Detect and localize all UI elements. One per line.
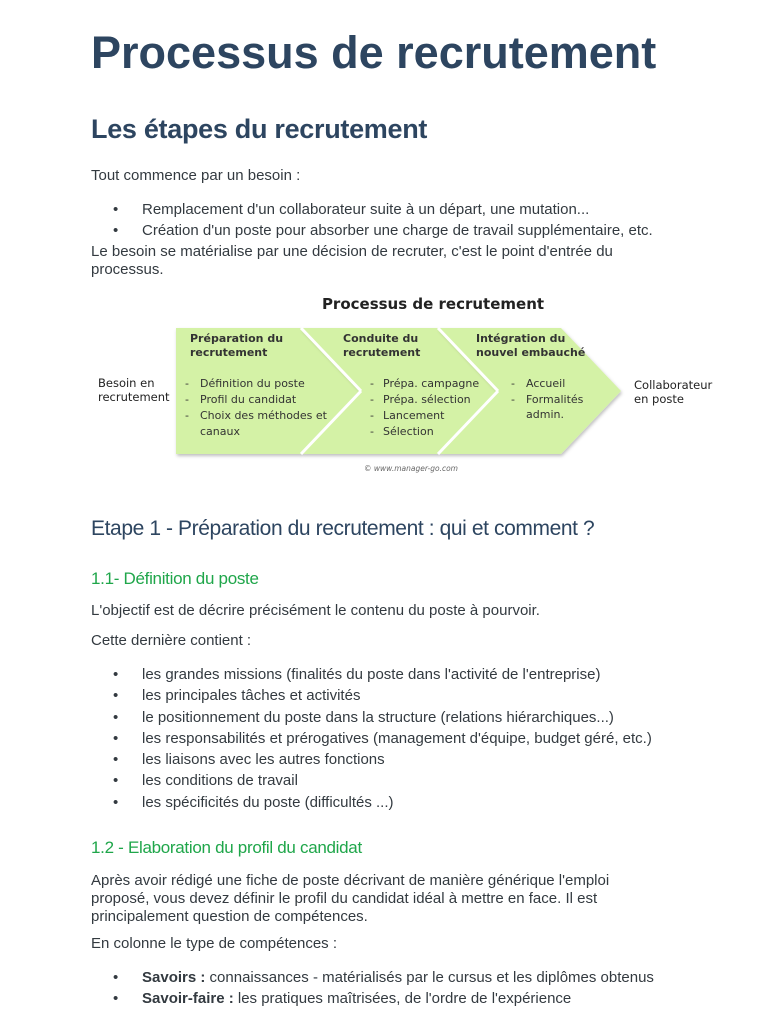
list-item: • les principales tâches et activités (91, 685, 691, 706)
section-1-1-heading: 1.1- Définition du poste (91, 569, 259, 588)
term-label: Savoir-faire : (142, 990, 234, 1008)
stage-1-item: Choix des méthodes et (200, 409, 327, 422)
stage-1-item: canaux (200, 425, 240, 438)
etape-1-heading: Etape 1 - Préparation du recrutement : qui et comment ? (91, 517, 595, 540)
stage-2-item: Prépa. campagne (383, 377, 480, 390)
diagram-title: Processus de recrutement (321, 295, 545, 313)
s11-paragraph-2: Cette dernière contient : (91, 632, 252, 649)
s11-paragraph-1: L'objectif est de décrire précisément le contenu du poste à pourvoir. (91, 602, 540, 619)
stage-2-item: Lancement (383, 409, 445, 422)
poste-contents-list (91, 664, 691, 813)
list-item: • les grandes missions (finalités du poste dans l'activité de l'entreprise) (91, 664, 691, 685)
svg-text:-: - (370, 409, 374, 422)
stage-3-item: admin. (526, 408, 564, 421)
list-item: • les responsabilités et prérogatives (management d'équipe, budget géré, etc.) (91, 728, 691, 749)
stage-1-item: Définition du poste (200, 377, 305, 390)
svg-text:-: - (370, 425, 374, 438)
term-description: les pratiques maîtrisées, de l'ordre de l'expérience (233, 990, 572, 1008)
stage-1-item: Profil du candidat (200, 393, 297, 406)
list-item: • les liaisons avec les autres fonctions (91, 749, 691, 770)
svg-text:-: - (511, 393, 515, 406)
section-heading-etapes: Les étapes du recrutement (91, 114, 428, 144)
need-paragraph: Le besoin se matérialise par une décision de recruter, c'est le point d'entrée du processus. (91, 243, 613, 278)
s12-paragraph-1: Après avoir rédigé une fiche de poste décrivant de manière générique l'emploi proposé, vous devez définir le profil du candidat idéal à mettre en face. Il est principalement question de compétences. (91, 872, 610, 925)
list-item: • les conditions de travail (91, 770, 691, 791)
stage-3-title-1: Intégration du (476, 332, 566, 345)
competences-list (91, 967, 691, 1010)
output-label-2: en poste (634, 392, 684, 406)
input-label-1: Besoin en (98, 376, 155, 390)
svg-text:-: - (370, 377, 374, 390)
process-diagram (91, 288, 731, 478)
input-label-2: recrutement (98, 390, 170, 404)
section-1-2-heading: 1.2 - Elaboration du profil du candidat (91, 838, 362, 857)
intro-text: Tout commence par un besoin : (91, 167, 301, 184)
list-item: • Création d'un poste pour absorber une charge de travail supplémentaire, etc. (91, 220, 691, 241)
stage-2-title-2: recrutement (343, 346, 421, 359)
stage-2-title-1: Conduite du (343, 332, 419, 345)
term-label: Savoirs : (142, 969, 206, 986)
svg-text:-: - (370, 393, 374, 406)
svg-text:-: - (185, 393, 189, 406)
list-item: • le positionnement du poste dans la structure (relations hiérarchiques...) (91, 707, 691, 728)
list-item: • Remplacement d'un collaborateur suite à un départ, une mutation... (91, 199, 691, 220)
svg-text:-: - (185, 409, 189, 422)
list-item (91, 967, 691, 988)
diagram-credit: © www.manager-go.com (364, 464, 458, 473)
page-title: Processus de recrutement (91, 27, 657, 78)
stage-3-item: Formalités (526, 393, 584, 406)
stage-2-item: Prépa. sélection (383, 393, 471, 406)
stage-1-title-2: recrutement (190, 346, 268, 359)
term-description: connaissances - matérialisés par le cursus et les diplômes obtenus (205, 969, 654, 986)
stage-1-title-1: Préparation du (190, 332, 284, 345)
stage-2-item: Sélection (383, 425, 434, 438)
svg-text:-: - (511, 377, 515, 390)
s12-paragraph-2: En colonne le type de compétences : (91, 935, 337, 952)
need-list (91, 199, 691, 242)
stage-3-title-2: nouvel embauché (476, 346, 586, 359)
list-item: • les spécificités du poste (difficultés ...) (91, 792, 691, 813)
list-item (91, 988, 691, 1009)
stage-3-item: Accueil (526, 377, 566, 390)
svg-text:-: - (185, 377, 189, 390)
output-label-1: Collaborateur (634, 378, 713, 392)
